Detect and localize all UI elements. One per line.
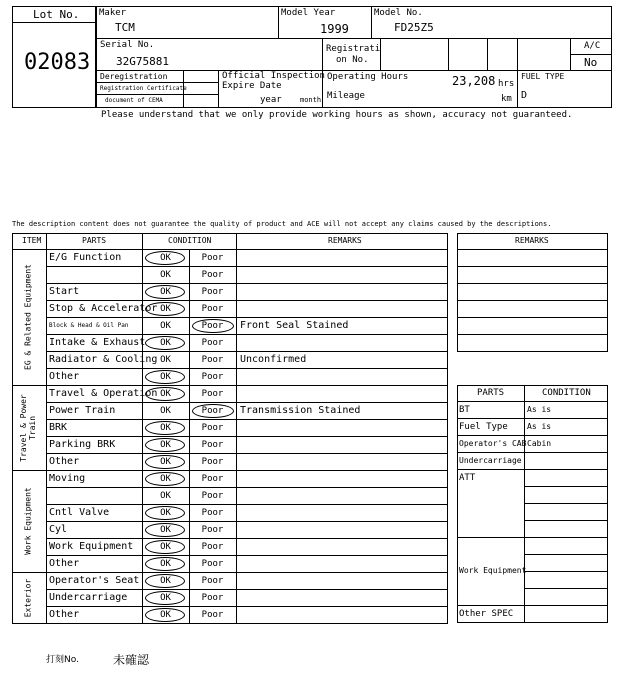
spec-part-name: ATT (459, 473, 476, 483)
poor-label: Poor (201, 559, 224, 569)
spec-part-name: Other SPEC (459, 609, 514, 619)
ok-label: OK (160, 406, 171, 416)
ok-label: OK (160, 253, 171, 263)
spec-part-name: Operator's CAB (459, 439, 527, 448)
ok-label: OK (160, 270, 171, 280)
model-year-value: 1999 (320, 22, 349, 36)
spec-part-name: BT (459, 405, 470, 415)
poor-label: Poor (201, 287, 224, 297)
part-name: Work Equipment (49, 541, 134, 552)
header-remarks: REMARKS (328, 236, 362, 245)
ok-label: OK (160, 491, 171, 501)
poor-label: Poor (201, 406, 224, 416)
year-label: year (260, 95, 282, 105)
poor-label: Poor (201, 372, 224, 382)
hours-note: Please understand that we only provide working hours as shown, accuracy not guaranteed. (101, 110, 573, 120)
ok-label: OK (160, 287, 171, 297)
part-name: Cntl Valve (49, 507, 110, 518)
ok-selected-circle (145, 574, 185, 588)
serial-value: 32G75881 (116, 55, 169, 68)
ok-selected-circle (145, 591, 185, 605)
remark-text: Front Seal Stained (240, 320, 349, 331)
poor-label: Poor (201, 440, 224, 450)
spec-part-name: Undercarriage (459, 456, 522, 465)
part-name: Power Train (49, 405, 116, 416)
ok-selected-circle (145, 523, 185, 537)
part-name: Other (49, 371, 80, 382)
poor-label: Poor (201, 457, 224, 467)
spec-parts-header: PARTS (477, 388, 505, 398)
fuel-type-value: D (521, 90, 528, 101)
ok-label: OK (160, 576, 171, 586)
part-name: Block & Head & Oil Pan (49, 322, 129, 329)
poor-label: Poor (201, 576, 224, 586)
poor-label: Poor (201, 542, 224, 552)
part-name: Other (49, 558, 80, 569)
part-name: Intake & Exhaust (49, 337, 146, 348)
serial-label: Serial No. (100, 40, 155, 50)
ok-selected-circle (145, 506, 185, 520)
inspection-label-2: Expire Date (222, 81, 282, 91)
header-condition: CONDITION (168, 236, 212, 245)
group-label-1: Travel & Power Train (19, 393, 37, 462)
deregistration-label: Deregistration (100, 72, 168, 81)
stamp-number-value: 未確認 (113, 653, 150, 667)
ok-label: OK (160, 593, 171, 603)
ok-label: OK (160, 304, 171, 314)
ok-selected-circle (145, 370, 185, 384)
spec-part-name: Fuel Type (459, 422, 508, 432)
ok-selected-circle (145, 540, 185, 554)
ok-selected-circle (145, 472, 185, 486)
ok-label: OK (160, 355, 171, 365)
spec-condition-value: Cabin (527, 439, 552, 448)
ok-selected-circle (145, 387, 185, 401)
part-name: Parking BRK (49, 439, 116, 450)
spec-condition-header: CONDITION (542, 388, 591, 398)
poor-label: Poor (201, 423, 224, 433)
maker-label: Maker (99, 8, 127, 18)
remark-text: Transmission Stained (240, 405, 361, 416)
poor-label: Poor (201, 355, 224, 365)
poor-label: Poor (201, 338, 224, 348)
group-label-0: EG & Related Equipment (23, 264, 33, 370)
poor-label: Poor (201, 304, 224, 314)
operating-hours-value: 23,208 (452, 74, 496, 88)
hrs-label: hrs (498, 79, 515, 89)
registration-label-2: on No. (336, 55, 369, 65)
poor-label: Poor (201, 389, 224, 399)
poor-label: Poor (201, 253, 224, 263)
cema-label: document of CEMA (105, 97, 163, 104)
month-label: month (300, 96, 322, 104)
ok-selected-circle (145, 421, 185, 435)
model-year-label: Model Year (281, 8, 336, 18)
disclaimer: The description content does not guarantee the quality of product and ACE will not accept any claims caused by the descriptions. (12, 220, 552, 228)
poor-label: Poor (201, 491, 224, 501)
part-name: Cyl (49, 524, 68, 535)
poor-label: Poor (201, 610, 224, 620)
poor-label: Poor (201, 321, 224, 331)
lot-number: 02083 (24, 50, 91, 75)
ac-value: No (584, 56, 598, 69)
registration-label-1: Registrati (326, 44, 381, 54)
ok-selected-circle (145, 302, 185, 316)
mileage-label: Mileage (327, 91, 365, 101)
ok-label: OK (160, 474, 171, 484)
poor-label: Poor (201, 593, 224, 603)
registration-certificate-label: Registration Certificate (100, 85, 187, 92)
part-name: Travel & Operation (49, 388, 158, 399)
poor-label: Poor (201, 525, 224, 535)
spec-condition-value: As is (527, 405, 552, 414)
operating-hours-label: Operating Hours (327, 72, 409, 82)
ac-label: A/C (584, 41, 601, 51)
header-parts: PARTS (82, 236, 107, 245)
lot-label: Lot No. (33, 8, 80, 21)
poor-selected-circle (192, 319, 234, 333)
part-name: Moving (49, 473, 86, 484)
ok-label: OK (160, 338, 171, 348)
remark-text: Unconfirmed (240, 354, 307, 365)
ok-label: OK (160, 321, 171, 331)
ok-label: OK (160, 525, 171, 535)
spec-part-name: Work Equipment (459, 566, 527, 575)
spec-condition-value: As is (527, 422, 552, 431)
remarks-panel-header: REMARKS (515, 236, 549, 245)
group-label-2: Work Equipment (23, 487, 33, 555)
ok-label: OK (160, 440, 171, 450)
poor-label: Poor (201, 508, 224, 518)
part-name: E/G Function (49, 252, 122, 263)
ok-label: OK (160, 610, 171, 620)
km-label: km (501, 94, 512, 104)
part-name: BRK (49, 422, 68, 433)
inspection-label-1: Official Inspection (222, 71, 325, 81)
poor-selected-circle (192, 404, 234, 418)
part-name: Other (49, 609, 80, 620)
ok-label: OK (160, 508, 171, 518)
group-label-3: Exterior (23, 578, 33, 617)
ok-selected-circle (145, 608, 185, 622)
ok-label: OK (160, 423, 171, 433)
ok-selected-circle (145, 251, 185, 265)
ok-selected-circle (145, 455, 185, 469)
ok-selected-circle (145, 438, 185, 452)
ok-label: OK (160, 389, 171, 399)
header-item: ITEM (22, 236, 42, 245)
ok-label: OK (160, 372, 171, 382)
part-name: Start (49, 286, 80, 297)
ok-selected-circle (145, 285, 185, 299)
model-no-value: FD25Z5 (394, 21, 434, 34)
part-name: Stop & Accelerator (49, 303, 158, 314)
stamp-number-label: 打刻No. (46, 655, 79, 665)
part-name: Operator's Seat (49, 575, 140, 586)
poor-label: Poor (201, 474, 224, 484)
ok-label: OK (160, 542, 171, 552)
maker-value: TCM (115, 21, 135, 34)
ok-label: OK (160, 559, 171, 569)
ok-label: OK (160, 457, 171, 467)
fuel-type-label: FUEL TYPE (521, 72, 565, 81)
part-name: Radiator & Cooling (49, 354, 158, 365)
ok-selected-circle (145, 336, 185, 350)
ok-selected-circle (145, 557, 185, 571)
model-no-label: Model No. (374, 8, 423, 18)
part-name: Undercarriage (49, 592, 128, 603)
part-name: Other (49, 456, 80, 467)
poor-label: Poor (201, 270, 224, 280)
